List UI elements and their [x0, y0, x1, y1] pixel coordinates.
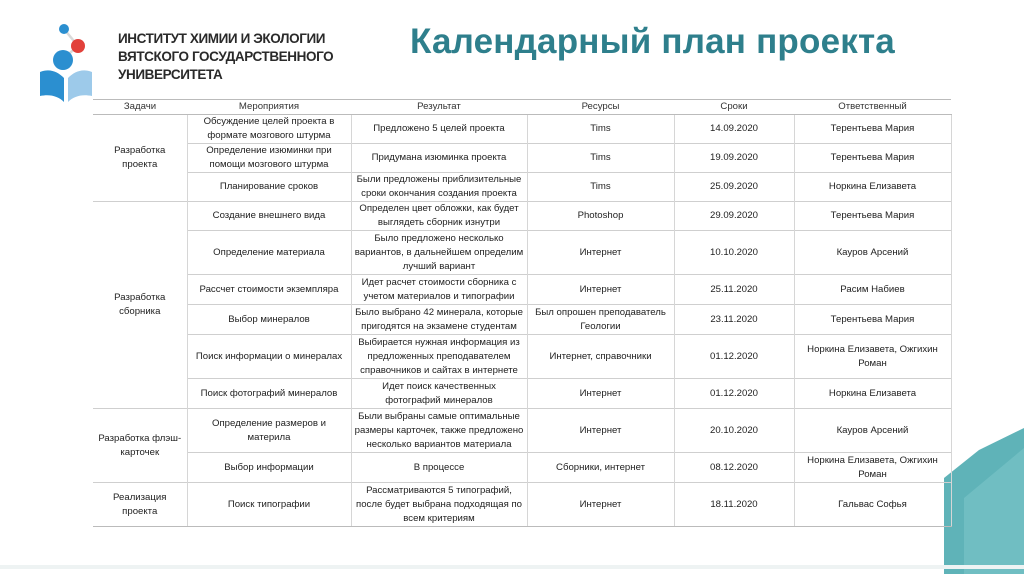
date-cell: 18.11.2020 [674, 483, 794, 527]
result-cell: В процессе [351, 453, 527, 483]
col-header-events: Мероприятия [187, 100, 351, 115]
decorative-corner-shape [944, 428, 1024, 574]
result-cell: Выбирается нужная информация из предложенных преподавателем справочников и сайтах в интернете [351, 335, 527, 379]
event-cell: Определение материала [187, 231, 351, 275]
organization-name [118, 30, 378, 84]
date-cell: 19.09.2020 [674, 144, 794, 173]
resources-cell: Tims [527, 144, 674, 173]
event-cell: Определение изюминки при помощи мозгового штурма [187, 144, 351, 173]
event-cell: Обсуждение целей проекта в формате мозгового штурма [187, 115, 351, 144]
task-cell: Разработка сборника [93, 202, 187, 409]
resources-cell: Сборники, интернет [527, 453, 674, 483]
task-cell: Реализация проекта [93, 483, 187, 527]
table-row [93, 275, 951, 305]
date-cell: 10.10.2020 [674, 231, 794, 275]
event-cell: Поиск информации о минералах [187, 335, 351, 379]
result-cell: Было предложено несколько вариантов, в дальнейшем определим лучший вариант [351, 231, 527, 275]
event-cell: Определение размеров и материла [187, 409, 351, 453]
logo-book-left [40, 70, 64, 102]
owner-cell: Норкина Елизавета, Ожгихин Роман [794, 453, 951, 483]
col-header-tasks: Задачи [93, 100, 187, 115]
owner-cell: Терентьева Мария [794, 115, 951, 144]
event-cell: Рассчет стоимости экземпляра [187, 275, 351, 305]
owner-cell: Кауров Арсений [794, 231, 951, 275]
event-cell: Выбор информации [187, 453, 351, 483]
table-header-row [93, 100, 951, 115]
owner-cell: Терентьева Мария [794, 305, 951, 335]
resources-cell: Был опрошен преподаватель Геологии [527, 305, 674, 335]
resources-cell: Photoshop [527, 202, 674, 231]
calendar-plan-table [93, 99, 952, 527]
resources-cell: Интернет, справочники [527, 335, 674, 379]
bottom-divider [0, 565, 1024, 569]
owner-cell: Терентьева Мария [794, 202, 951, 231]
result-cell: Были предложены приблизительные сроки окончания создания проекта [351, 173, 527, 202]
logo-book-right [68, 70, 92, 102]
owner-cell: Норкина Елизавета, Ожгихин Роман [794, 335, 951, 379]
date-cell: 20.10.2020 [674, 409, 794, 453]
table-row [93, 453, 951, 483]
logo-atom-red [71, 39, 85, 53]
event-cell: Планирование сроков [187, 173, 351, 202]
result-cell: Идет расчет стоимости сборника с учетом материалов и типографии [351, 275, 527, 305]
org-line-3: УНИВЕРСИТЕТА [118, 67, 223, 82]
table-row [93, 202, 951, 231]
event-cell: Выбор минералов [187, 305, 351, 335]
result-cell: Было выбрано 42 минерала, которые пригодятся на экзамене студентам [351, 305, 527, 335]
owner-cell: Расим Набиев [794, 275, 951, 305]
col-header-dates: Сроки [674, 100, 794, 115]
result-cell: Идет поиск качественных фотографий минералов [351, 379, 527, 409]
task-cell: Разработка флэш-карточек [93, 409, 187, 483]
owner-cell: Терентьева Мария [794, 144, 951, 173]
result-cell: Были выбраны самые оптимальные размеры карточек, также предложено несколько вариантов материала [351, 409, 527, 453]
resources-cell: Tims [527, 173, 674, 202]
event-cell: Создание внешнего вида [187, 202, 351, 231]
table-row [93, 144, 951, 173]
logo-atom-big-blue [53, 50, 73, 70]
resources-cell: Интернет [527, 275, 674, 305]
table-row [93, 173, 951, 202]
owner-cell: Гальвас Софья [794, 483, 951, 527]
date-cell: 14.09.2020 [674, 115, 794, 144]
event-cell: Поиск типографии [187, 483, 351, 527]
table-row [93, 483, 951, 527]
resources-cell: Интернет [527, 483, 674, 527]
owner-cell: Кауров Арсений [794, 409, 951, 453]
date-cell: 01.12.2020 [674, 379, 794, 409]
resources-cell: Tims [527, 115, 674, 144]
event-cell: Поиск фотографий минералов [187, 379, 351, 409]
table-row [93, 379, 951, 409]
table-row [93, 115, 951, 144]
table-row [93, 231, 951, 275]
logo-atom-small-blue [59, 24, 69, 34]
org-line-2: ВЯТСКОГО ГОСУДАРСТВЕННОГО [118, 49, 334, 64]
result-cell: Придумана изюминка проекта [351, 144, 527, 173]
resources-cell: Интернет [527, 409, 674, 453]
result-cell: Предложено 5 целей проекта [351, 115, 527, 144]
org-line-1: ИНСТИТУТ ХИМИИ И ЭКОЛОГИИ [118, 31, 326, 46]
table-row [93, 409, 951, 453]
result-cell: Рассматриваются 5 типографий, после будет выбрана подходящая по всем критериям [351, 483, 527, 527]
date-cell: 25.09.2020 [674, 173, 794, 202]
date-cell: 25.11.2020 [674, 275, 794, 305]
date-cell: 23.11.2020 [674, 305, 794, 335]
date-cell: 29.09.2020 [674, 202, 794, 231]
date-cell: 01.12.2020 [674, 335, 794, 379]
task-cell: Разработка проекта [93, 115, 187, 202]
col-header-result: Результат [351, 100, 527, 115]
owner-cell: Норкина Елизавета [794, 173, 951, 202]
university-logo [34, 20, 108, 104]
col-header-owner: Ответственный [794, 100, 951, 115]
resources-cell: Интернет [527, 379, 674, 409]
date-cell: 08.12.2020 [674, 453, 794, 483]
result-cell: Определен цвет обложки, как будет выглядеть сборник изнутри [351, 202, 527, 231]
table-row [93, 335, 951, 379]
col-header-resources: Ресурсы [527, 100, 674, 115]
resources-cell: Интернет [527, 231, 674, 275]
owner-cell: Норкина Елизавета [794, 379, 951, 409]
page-title: Календарный план проекта [410, 22, 895, 61]
table-row [93, 305, 951, 335]
